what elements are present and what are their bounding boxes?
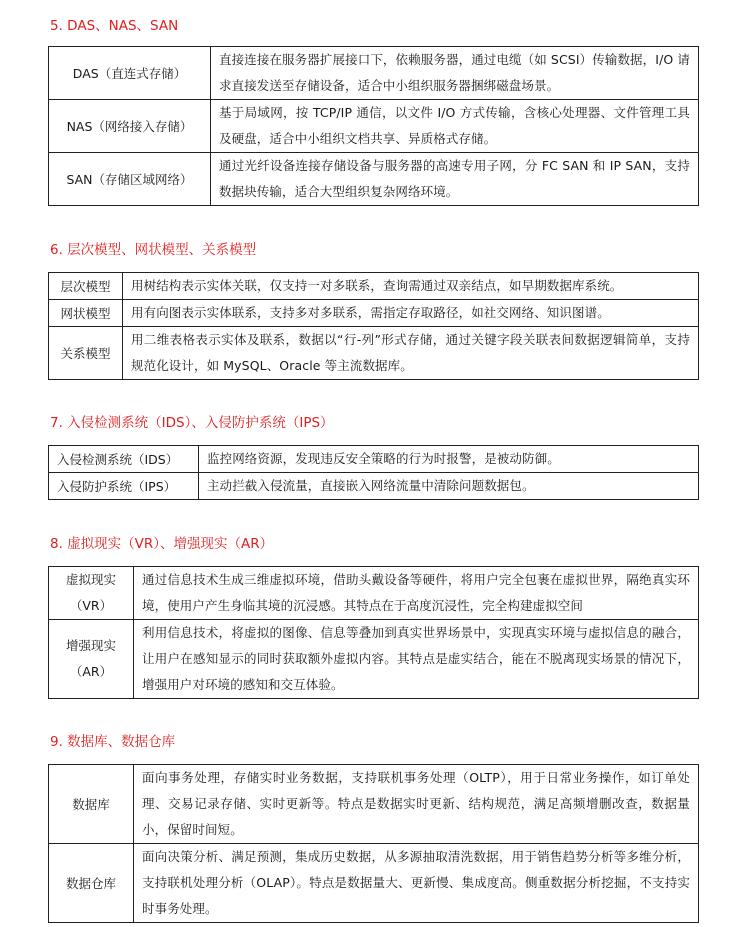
table-row bbox=[49, 47, 699, 100]
table-row bbox=[49, 473, 699, 500]
row-value: 通过光纤设备连接存储设备与服务器的高速专用子网，分 FC SAN 和 IP SAN，支持数据块传输，适合大型组织复杂网络环境。 bbox=[211, 153, 699, 206]
table-row bbox=[49, 327, 699, 380]
table-ids-ips bbox=[48, 445, 699, 500]
table-row bbox=[49, 446, 699, 473]
table-row bbox=[49, 153, 699, 206]
table-row bbox=[49, 273, 699, 300]
row-key: 入侵防护系统（IPS） bbox=[49, 473, 199, 500]
table-row bbox=[49, 300, 699, 327]
row-value: 直接连接在服务器扩展接口下，依赖服务器，通过电缆（如 SCSI）传输数据，I/O 请求直接发送至存储设备，适合中小组织服务器捆绑磁盘场景。 bbox=[211, 47, 699, 100]
row-key: 数据仓库 bbox=[49, 844, 134, 923]
row-key: 关系模型 bbox=[49, 327, 123, 380]
table-das-nas-san bbox=[48, 46, 699, 206]
row-value: 监控网络资源，发现违反安全策略的行为时报警，是被动防御。 bbox=[199, 446, 699, 473]
section-title-data-models: 6. 层次模型、网状模型、关系模型 bbox=[50, 242, 257, 258]
row-key: 增强现实（AR） bbox=[49, 620, 134, 699]
table-row bbox=[49, 620, 699, 699]
row-value: 用有向图表示实体联系，支持多对多联系，需指定存取路径，如社交网络、知识图谱。 bbox=[123, 300, 699, 327]
table-row bbox=[49, 844, 699, 923]
row-key: 网状模型 bbox=[49, 300, 123, 327]
row-value: 用二维表格表示实体及联系，数据以“行-列”形式存储，通过关键字段关联表间数据逻辑简单，支持规范化设计，如 MySQL、Oracle 等主流数据库。 bbox=[123, 327, 699, 380]
row-key: 层次模型 bbox=[49, 273, 123, 300]
row-key: 虚拟现实（VR） bbox=[49, 567, 134, 620]
row-value: 面向事务处理，存储实时业务数据，支持联机事务处理（OLTP），用于日常业务操作，如订单处理、交易记录存储、实时更新等。特点是数据实时更新、结构规范，满足高频增删改查，数据量小，保留时间短。 bbox=[134, 765, 699, 844]
section-title-das-nas-san: 5. DAS、NAS、SAN bbox=[50, 18, 179, 34]
row-value: 基于局域网，按 TCP/IP 通信，以文件 I/O 方式传输，含核心处理器、文件管理工具及硬盘，适合中小组织文档共享、异质格式存储。 bbox=[211, 100, 699, 153]
section-title-vr-ar: 8. 虚拟现实（VR）、增强现实（AR） bbox=[50, 536, 274, 552]
table-row bbox=[49, 765, 699, 844]
row-value: 用树结构表示实体关联，仅支持一对多联系，查询需通过双亲结点，如早期数据库系统。 bbox=[123, 273, 699, 300]
table-row bbox=[49, 100, 699, 153]
row-key: 数据库 bbox=[49, 765, 134, 844]
section-title-db-dw: 9. 数据库、数据仓库 bbox=[50, 734, 176, 750]
table-db-dw bbox=[48, 764, 699, 923]
table-data-models bbox=[48, 272, 699, 380]
row-value: 通过信息技术生成三维虚拟环境，借助头戴设备等硬件，将用户完全包裹在虚拟世界，隔绝真实环境，使用户产生身临其境的沉浸感。其特点在于高度沉浸性，完全构建虚拟空间 bbox=[134, 567, 699, 620]
section-title-ids-ips: 7. 入侵检测系统（IDS）、入侵防护系统（IPS） bbox=[50, 415, 334, 431]
row-key: 入侵检测系统（IDS） bbox=[49, 446, 199, 473]
row-value: 面向决策分析、满足预测，集成历史数据，从多源抽取清洗数据，用于销售趋势分析等多维分析，支持联机处理分析（OLAP）。特点是数据量大、更新慢、集成度高。侧重数据分析挖掘，不支持实时事务处理。 bbox=[134, 844, 699, 923]
row-key: NAS（网络接入存储） bbox=[49, 100, 211, 153]
row-key: DAS（直连式存储） bbox=[49, 47, 211, 100]
row-value: 利用信息技术，将虚拟的图像、信息等叠加到真实世界场景中，实现真实环境与虚拟信息的融合，让用户在感知显示的同时获取额外虚拟内容。其特点是虚实结合，能在不脱离现实场景的情况下，增强用户对环境的感知和交互体验。 bbox=[134, 620, 699, 699]
row-value: 主动拦截入侵流量，直接嵌入网络流量中清除问题数据包。 bbox=[199, 473, 699, 500]
row-key: SAN（存储区域网络） bbox=[49, 153, 211, 206]
table-row bbox=[49, 567, 699, 620]
table-vr-ar bbox=[48, 566, 699, 699]
